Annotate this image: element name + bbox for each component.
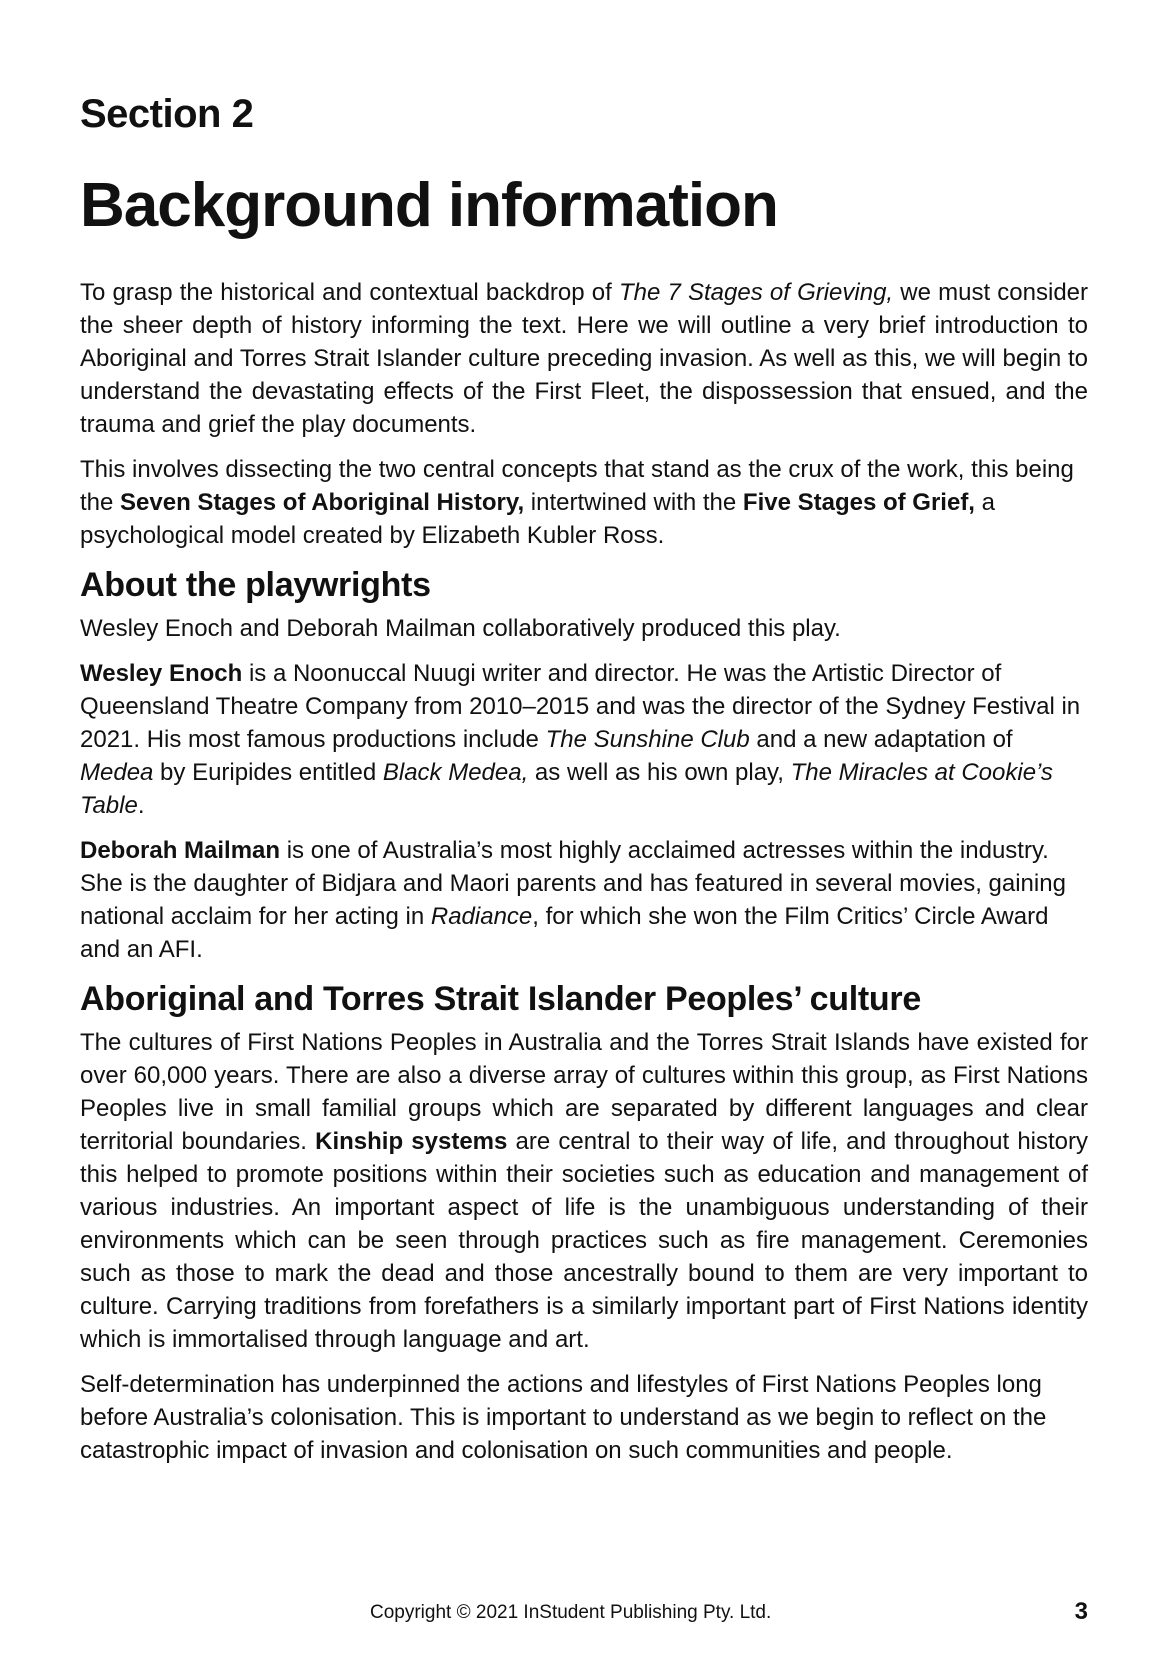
culture-paragraph-1	[80, 1026, 1088, 1356]
play-title-italic: The 7 Stages of Grieving,	[618, 279, 894, 306]
intro-paragraph-1	[80, 276, 1088, 441]
work-title-italic: Radiance	[430, 903, 533, 930]
playwright-name: Wesley Enoch	[80, 660, 243, 687]
key-term: Five Stages of Grief,	[742, 489, 975, 516]
work-title-italic: Black Medea,	[382, 759, 529, 786]
text-run: To grasp the historical and contextual backdrop of	[80, 279, 619, 306]
work-title-italic: The Sunshine Club	[545, 726, 750, 753]
text-run: as well as his own play,	[528, 759, 791, 786]
page-footer	[0, 1598, 1088, 1632]
enoch-paragraph	[80, 657, 1088, 822]
text-run: a psychological model created by Elizabeth Kubler Ross.	[80, 489, 995, 549]
key-term: Seven Stages of Aboriginal History,	[120, 489, 525, 516]
text-run: This involves dissecting the two central concepts that stand as the crux of the work, this being the	[80, 456, 1074, 516]
playwrights-heading: About the playwrights	[80, 566, 431, 604]
work-title-italic: Medea	[80, 759, 154, 786]
intro-paragraph-2	[80, 453, 1088, 552]
text-run: , for which she won the Film Critics’ Circle Award and an AFI.	[80, 903, 1049, 963]
page-number: 3	[1074, 1598, 1088, 1625]
page-title: Background information	[80, 171, 778, 240]
text-run: The cultures of First Nations Peoples in Australia and the Torres Strait Islands have existed for over 60,000 years. There are also a diverse array of cultures within this group, as First Nations Peoples live in small familial groups which are separated by different languages and clear territorial boundaries.	[80, 1029, 1088, 1155]
text-run: we must consider the sheer depth of history informing the text. Here we will outline a very brief introduction to Aboriginal and Torres Strait Islander culture preceding invasion. As well as this, we will begin to understand the devastating effects of the First Fleet, the dispossession that ensued, and the trauma and grief the play documents.	[80, 279, 1089, 438]
section-label: Section 2	[80, 92, 254, 136]
text-run: is one of Australia’s most highly acclaimed actresses within the industry. She is the daughter of Bidjara and Maori parents and has featured in several movies, gaining national acclaim for her acting in	[80, 837, 1066, 930]
page-content	[80, 276, 1088, 1479]
culture-heading: Aboriginal and Torres Strait Islander Peoples’ culture	[80, 980, 921, 1018]
text-run: is a Noonuccal Nuugi writer and director. He was the Artistic Director of Queensland Theatre Company from 2010–2015 and was the director of the Sydney Festival in 2021. His most famous productions include	[80, 660, 1081, 753]
text-run: .	[137, 792, 145, 819]
culture-paragraph-2: Self-determination has underpinned the actions and lifestyles of First Nations Peoples long before Australia’s colonisation. This is important to understand as we begin to reflect on the catastrophic impact of invasion and colonisation on such communities and people.	[80, 1371, 1047, 1464]
text-run: and a new adaptation of	[749, 726, 1013, 753]
text-run: intertwined with the	[524, 489, 743, 516]
copyright-notice: Copyright © 2021 InStudent Publishing Pty. Ltd.	[370, 1602, 772, 1623]
key-term: Kinship systems	[315, 1128, 508, 1155]
text-run: by Euripides entitled	[153, 759, 383, 786]
mailman-paragraph	[80, 834, 1088, 966]
playwrights-paragraph: Wesley Enoch and Deborah Mailman collaboratively produced this play.	[80, 615, 841, 642]
work-title-italic: The Miracles at Cookie’s Table	[80, 759, 1053, 819]
playwright-name: Deborah Mailman	[80, 837, 281, 864]
text-run: are central to their way of life, and throughout history this helped to promote positions within their societies such as education and management of various industries. An important aspect of life is the unambiguous understanding of their environments which can be seen through practices such as fire management. Ceremonies such as those to mark the dead and those ancestrally bound to them are very important to culture. Carrying traditions from forefathers is a similarly important part of First Nations identity which is immortalised through language and art.	[80, 1128, 1088, 1353]
